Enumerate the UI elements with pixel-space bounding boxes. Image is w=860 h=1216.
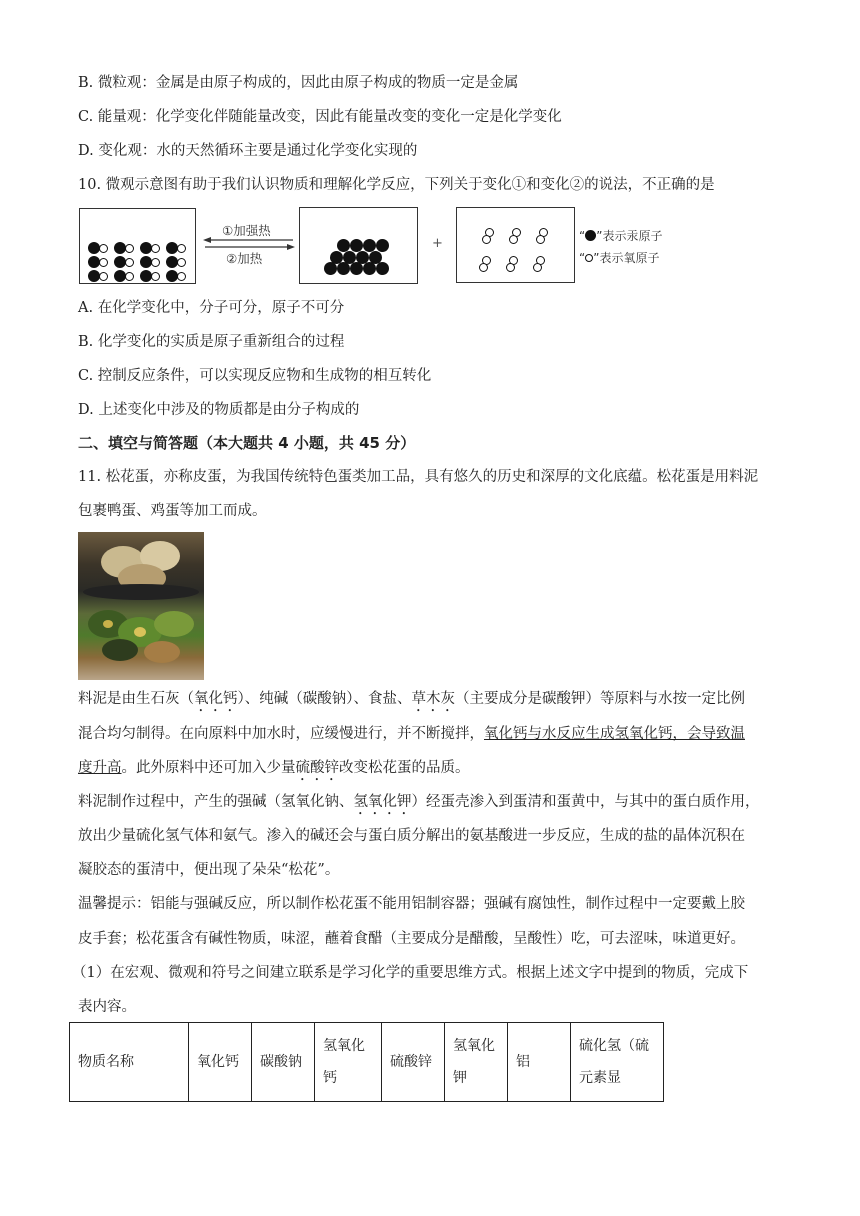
diagram-box-mercury-oxide [79,208,196,284]
legend-oxygen-label: 表示氧原子 [599,251,660,265]
legend-mercury [579,227,662,244]
emphasis-potassium-hydroxide: 氢氧化钾 [353,794,412,810]
oxygen-atom [125,258,134,267]
oxygen-atom [151,272,160,281]
oxygen-atom [479,263,488,272]
table-cell: 硫酸锌 [382,1023,445,1102]
oxygen-atom [125,272,134,281]
question-11-line2: 包裹鸭蛋、鸡蛋等加工而成。 [78,503,267,519]
subquestion-1-line1: （1）在宏观、微观和符号之间建立联系是学习化学的重要思维方式。根据上述文字中提到的物质，完成下 [72,965,749,981]
century-egg-photo [78,532,204,680]
para1-line3 [78,758,470,784]
table-cell: 氧化钙 [189,1023,252,1102]
question-11-line1: 11. 松花蛋，亦称皮蛋，为我国传统特色蛋类加工品，具有悠久的历史和深厚的文化底蕴。松花蛋是用料泥 [78,469,759,485]
oxygen-atom [482,235,491,244]
oxygen-atom [125,244,134,253]
table-cell: 氢氧化钾 [445,1023,508,1102]
mercury-atom [324,262,337,275]
oxygen-atom [151,258,160,267]
table-row [70,1023,664,1102]
option-c: C. 能量观：化学变化伴随能量改变，因此有能量改变的变化一定是化学变化 [78,109,562,125]
text-run: 混合均匀制得。在向原料中加水时，应缓慢进行，并不断搅拌， [78,726,484,742]
legend-mercury-label: 表示汞原子 [602,229,663,243]
mercury-atom [363,262,376,275]
oxygen-atom [536,235,545,244]
mercury-atom-icon [585,230,596,241]
quote-open: “ [579,229,586,243]
para2-line1 [78,792,760,818]
oxygen-atom [506,263,515,272]
emphasis-calcium-oxide: 氧化钙 [194,691,238,707]
para2-line2: 放出少量硫化氢气体和氨气。渗入的碱还会与蛋白质分解出的氨基酸进一步反应，生成的盐的晶体沉积在 [78,828,745,844]
underlined-text: 度升高 [78,760,122,776]
quote-close: ” [593,251,600,265]
text-run: 。此外原料中还可加入少量 [121,760,296,776]
century-egg-photo-graphic [78,532,204,680]
text-run: （主要成分是碳酸钾）等原料与水按一定比例 [455,691,745,707]
q10-option-a: A. 在化学变化中，分子可分，原子不可分 [78,300,345,316]
text-run: ）、纯碱（碳酸钠）、食盐、 [237,691,412,707]
tip-line2: 皮手套；松花蛋含有碱性物质，味涩，蘸着食醋（主要成分是醋酸，呈酸性）吃，可去涩味，味道更好。 [78,931,745,947]
oxygen-atom [99,272,108,281]
oxygen-atom [99,244,108,253]
mercury-atom [376,239,389,252]
diagram-box-oxygen [456,207,575,283]
oxygen-atom [509,235,518,244]
q10-option-d: D. 上述变化中涉及的物质都是由分子构成的 [78,402,360,418]
oxygen-atom [177,244,186,253]
underlined-text: 氧化钙与水反应生成氢氧化钙，会导致温 [484,726,745,742]
q10-option-b: B. 化学变化的实质是原子重新组合的过程 [78,334,345,350]
quote-open: “ [579,251,586,265]
text-run: ）经蛋壳渗入到蛋清和蛋黄中，与其中的蛋白质作用， [411,794,760,810]
table-cell: 氢氧化钙 [315,1023,382,1102]
section-heading: 二、填空与简答题（本大题共 4 小题，共 45 分） [78,434,416,452]
oxygen-atom [533,263,542,272]
mercury-atom [337,262,350,275]
oxygen-atom [177,272,186,281]
oxygen-atom [99,258,108,267]
option-d: D. 变化观：水的天然循环主要是通过化学变化实现的 [78,143,418,159]
diagram-box-mercury [299,207,418,284]
arrow-label-heat: ②加热 [226,251,263,266]
reversible-arrows [203,236,295,250]
oxygen-atom [177,258,186,267]
emphasis-zinc-sulfate: 硫酸锌 [295,760,339,776]
text-run: 改变松花蛋的品质。 [339,760,470,776]
emphasis-plant-ash: 草木灰 [411,691,455,707]
question-10: 10. 微观示意图有助于我们认识物质和理解化学反应，下列关于变化①和变化②的说法，不正确的是 [78,177,715,193]
substance-table [69,1022,664,1102]
mercury-atom [350,262,363,275]
legend-oxygen [579,249,659,266]
para1-line1 [78,689,745,715]
text-run: 料泥是由生石灰（ [78,691,194,707]
oxygen-atom [151,244,160,253]
q10-option-c: C. 控制反应条件，可以实现反应物和生成物的相互转化 [78,368,432,384]
table-cell: 铝 [508,1023,571,1102]
plus-sign: + [432,236,443,251]
subquestion-1-line2: 表内容。 [78,999,136,1015]
table-header-cell: 物质名称 [70,1023,189,1102]
para1-line2 [78,724,745,744]
arrow-label-strong-heat: ①加强热 [222,223,271,238]
tip-line1: 温馨提示：铝能与强碱反应，所以制作松花蛋不能用铝制容器；强碱有腐蚀性，制作过程中一定要戴上胶 [78,896,745,912]
quote-close: ” [596,229,603,243]
table-cell: 硫化氢（硫元素显 [571,1023,664,1102]
text-run: 料泥制作过程中，产生的强碱（氢氧化钠、 [78,794,354,810]
mercury-atom [376,262,389,275]
para2-line3: 凝胶态的蛋清中，便出现了朵朵“松花”。 [78,862,340,878]
option-b: B. 微粒观：金属是由原子构成的，因此由原子构成的物质一定是金属 [78,75,519,91]
table-cell: 碳酸钠 [252,1023,315,1102]
